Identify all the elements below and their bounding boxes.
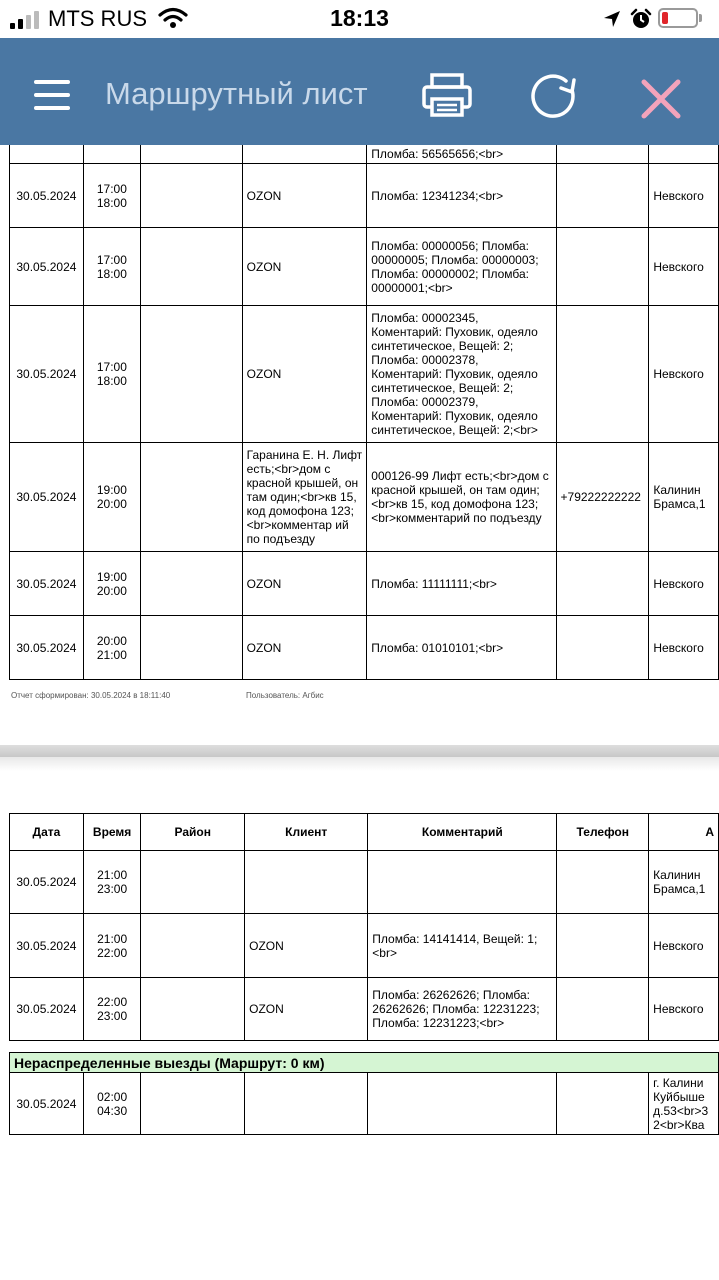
address-cell: Невского — [649, 978, 719, 1041]
table-row — [10, 228, 719, 306]
date-cell: 30.05.2024 — [10, 228, 84, 306]
comment-cell: Пломба: 01010101;<br> — [367, 616, 556, 680]
page-title: Маршрутный лист — [105, 76, 368, 111]
report-generated-note: Отчет сформирован: 30.05.2024 в 18:11:40 — [11, 691, 171, 700]
comment-cell: Пломба: 56565656;<br> — [367, 145, 556, 164]
time-cell: 17:00 18:00 — [83, 306, 140, 443]
phone-cell — [556, 616, 649, 680]
time-cell: 19:00 20:00 — [83, 552, 140, 616]
comment-cell: Пломба: 11111111;<br> — [367, 552, 556, 616]
page-break-shadow — [0, 757, 719, 771]
time-cell: 20:00 21:00 — [83, 616, 140, 680]
comment-cell — [368, 851, 557, 914]
client-cell: OZON — [242, 616, 367, 680]
district-cell — [141, 978, 245, 1041]
time-cell: 22:00 23:00 — [83, 978, 141, 1041]
page-break — [0, 745, 719, 757]
table-row — [10, 1073, 719, 1135]
date-cell: 30.05.2024 — [10, 306, 84, 443]
section-header-row — [10, 1053, 719, 1073]
address-cell: Невского — [649, 616, 719, 680]
phone-cell — [556, 228, 649, 306]
address-cell: Невского — [649, 552, 719, 616]
comment-cell: Пломба: 12341234;<br> — [367, 164, 556, 228]
table-row — [10, 164, 719, 228]
date-cell: 30.05.2024 — [10, 443, 84, 552]
time-cell: 21:00 23:00 — [83, 851, 141, 914]
table-row — [10, 616, 719, 680]
unassigned-section-title: Нераспределенные выезды (Маршрут: 0 км) — [10, 1053, 719, 1073]
district-cell — [140, 443, 242, 552]
time-cell: 21:00 22:00 — [83, 914, 141, 978]
client-cell — [245, 1073, 368, 1135]
date-cell: 30.05.2024 — [10, 164, 84, 228]
battery-tip — [699, 14, 702, 22]
district-cell — [140, 552, 242, 616]
route-sheet-document[interactable] — [0, 145, 719, 1280]
address-cell: Невского — [649, 228, 719, 306]
time-cell: 19:00 20:00 — [83, 443, 140, 552]
comment-cell: Пломба: 26262626; Пломба: 26262626; Пломба: 12231223; Пломба: 12231223;<br> — [368, 978, 557, 1041]
status-time: 18:13 — [330, 5, 389, 31]
district-cell — [140, 616, 242, 680]
address-cell: Невского — [649, 306, 719, 443]
address-cell: Калинин Брамса,1 — [649, 851, 719, 914]
table-row — [10, 145, 719, 164]
table-row — [10, 552, 719, 616]
app-header — [0, 38, 719, 145]
phone-cell — [556, 164, 649, 228]
time-cell: 17:00 18:00 — [83, 164, 140, 228]
district-cell — [140, 228, 242, 306]
location-arrow-icon — [602, 9, 622, 29]
route-table-page-2 — [9, 813, 719, 1135]
phone-cell — [557, 914, 649, 978]
client-cell: OZON — [242, 306, 367, 443]
report-user-note: Пользователь: Агбис — [246, 691, 324, 700]
table-row — [10, 306, 719, 443]
phone-cell — [557, 978, 649, 1041]
district-cell — [141, 1073, 245, 1135]
client-cell: OZON — [242, 164, 367, 228]
refresh-icon[interactable] — [528, 72, 580, 120]
column-header-comment: Комментарий — [368, 814, 557, 851]
date-cell: 30.05.2024 — [10, 1073, 84, 1135]
address-cell: Калинин Брамса,1 — [649, 443, 719, 552]
column-header-district: Район — [141, 814, 245, 851]
district-cell — [140, 164, 242, 228]
phone-cell — [556, 306, 649, 443]
comment-cell: 000126-99 Лифт есть;<br>дом с красной крышей, он там один;<br>кв 15, код домофона 123;<br>комментарий по подъезду — [367, 443, 556, 552]
client-cell — [245, 851, 368, 914]
comment-cell: Пломба: 00002345, Коментарий: Пуховик, одеяло синтетическое, Вещей: 2; Пломба: 00002378, Коментарий: Пуховик, одеяло синтетическое, Вещей: 2; Пломба: 00002379, Коментарий: Пуховик, одеяло синтетическое, Вещей: 2;<br> — [367, 306, 556, 443]
alarm-clock-icon — [630, 8, 652, 30]
district-cell — [140, 306, 242, 443]
address-cell: Невского — [649, 914, 719, 978]
table-row — [10, 978, 719, 1041]
status-bar — [0, 0, 719, 38]
date-cell: 30.05.2024 — [10, 552, 84, 616]
battery-icon — [658, 8, 698, 28]
table-header-row — [10, 814, 719, 851]
phone-cell — [556, 552, 649, 616]
date-cell: 30.05.2024 — [10, 851, 84, 914]
route-table-page-1 — [9, 145, 719, 680]
table-row — [10, 914, 719, 978]
comment-cell — [368, 1073, 557, 1135]
district-cell — [141, 914, 245, 978]
table-spacer-row — [10, 1041, 719, 1053]
column-header-phone: Телефон — [557, 814, 649, 851]
client-cell: OZON — [242, 552, 367, 616]
client-cell: OZON — [245, 978, 368, 1041]
comment-cell: Пломба: 00000056; Пломба: 00000005; Пломба: 00000003; Пломба: 00000002; Пломба: 00000001;<br> — [367, 228, 556, 306]
phone-cell — [557, 1073, 649, 1135]
time-cell: 17:00 18:00 — [83, 228, 140, 306]
carrier-name: MTS RUS — [48, 6, 147, 31]
column-header-time: Время — [83, 814, 141, 851]
comment-cell: Пломба: 14141414, Вещей: 1;<br> — [368, 914, 557, 978]
column-header-client: Клиент — [245, 814, 368, 851]
printer-icon[interactable] — [420, 72, 474, 118]
column-header-address: А — [649, 814, 719, 851]
address-cell: г. Калини Куйбыше д.53<br>3 2<br>Ква — [649, 1073, 719, 1135]
phone-cell: +79222222222 — [556, 443, 649, 552]
district-cell — [141, 851, 245, 914]
client-cell: Гаранина Е. Н. Лифт есть;<br>дом с красной крышей, он там один;<br>кв 15, код домофона 123;<br>комментар ий по подъезду — [242, 443, 367, 552]
date-cell: 30.05.2024 — [10, 616, 84, 680]
client-cell: OZON — [242, 228, 367, 306]
client-cell: OZON — [245, 914, 368, 978]
date-cell: 30.05.2024 — [10, 978, 84, 1041]
close-icon[interactable] — [640, 78, 682, 120]
hamburger-menu-icon[interactable] — [34, 80, 70, 110]
address-cell: Невского — [649, 164, 719, 228]
column-header-date: Дата — [10, 814, 84, 851]
table-row — [10, 443, 719, 552]
phone-cell — [557, 851, 649, 914]
time-cell: 02:00 04:30 — [83, 1073, 141, 1135]
table-row — [10, 851, 719, 914]
date-cell: 30.05.2024 — [10, 914, 84, 978]
